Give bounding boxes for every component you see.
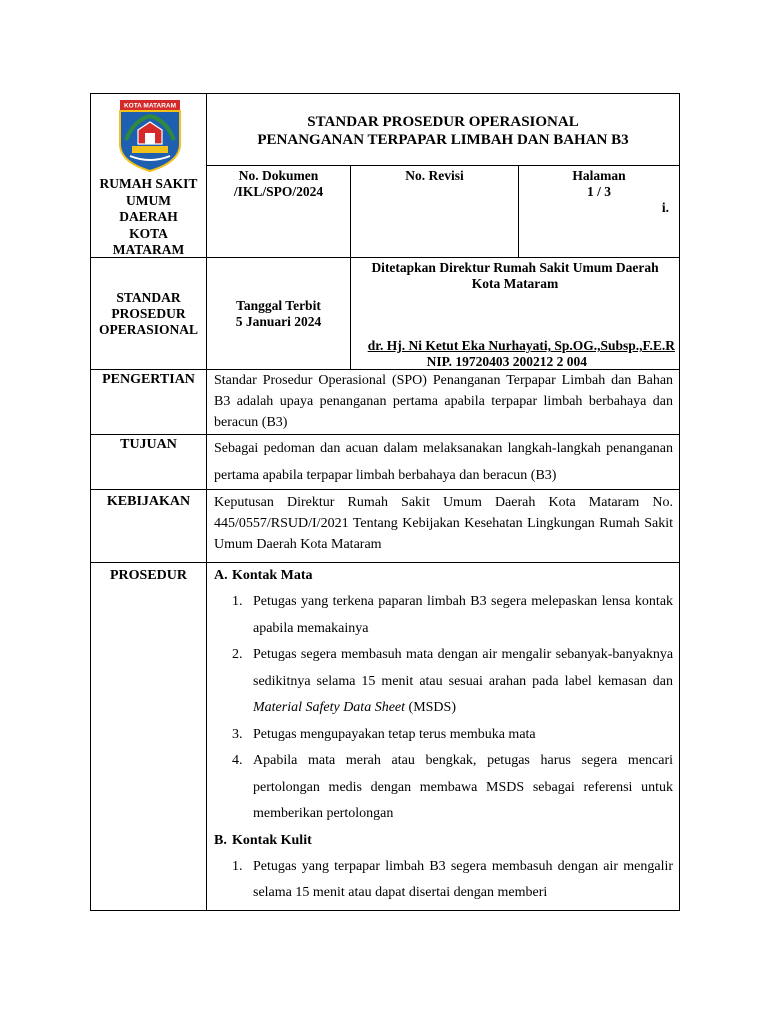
authority-line-2: Kota Mataram [471, 276, 559, 291]
section-a-letter: A. [214, 568, 228, 583]
step-text: Petugas segera membasuh mata dengan air mengalir sebanyak-banyaknya sedikitnya selama 15 menit atau sesuai arahan pada label kemasan dan [253, 647, 674, 689]
step-text: Petugas yang terpapar limbah B3 segera membasuh dengan air mengalir selama 15 menit atau dapat disertai dengan memberi [253, 858, 674, 900]
revision-cell [351, 166, 519, 258]
hospital-name-line: DAERAH [119, 209, 178, 224]
step-text-italic: Material Safety Data Sheet [253, 700, 406, 715]
logo-text: KOTA MATARAM [123, 102, 177, 110]
issue-date-label: Tanggal Terbit [236, 297, 321, 313]
spo-document [90, 93, 679, 911]
section-b-letter: B. [214, 832, 227, 848]
kota-mataram-emblem-icon [114, 100, 186, 172]
tujuan-text: Sebagai pedoman dan acuan dalam melaksanakan langkah-langkah penanganan pertama apabila terpapar limbah berbahaya dan beracun (B3) [207, 435, 680, 490]
title-line-2: PENANGANAN TERPAPAR LIMBAH DAN BAHAN B3 [257, 131, 629, 148]
hospital-name-line: MATARAM [112, 242, 185, 257]
step-text: Petugas mengupayakan tetap terus membuka mata [253, 726, 536, 742]
list-item [207, 854, 679, 907]
hospital-name [91, 176, 206, 259]
page-value: 1 / 3 [587, 184, 612, 199]
document-number-cell [207, 166, 351, 258]
list-item [207, 642, 679, 722]
step-number: 3. [232, 726, 243, 742]
step-text: Petugas yang terkena paparan limbah B3 segera melepaskan lensa kontak apabila memakainya [253, 594, 674, 636]
section-b-title: Kontak Kulit [232, 832, 312, 848]
revision-label: No. Revisi [405, 168, 464, 183]
list-item [207, 722, 679, 749]
hospital-name-line: KOTA [129, 225, 168, 241]
document-number-label: No. Dokumen [238, 168, 319, 183]
section-b-heading [207, 828, 679, 854]
step-number: 1. [232, 858, 243, 874]
kebijakan-label: KEBIJAKAN [91, 490, 207, 563]
title-line-1: STANDAR PROSEDUR OPERASIONAL [307, 113, 579, 130]
section-a-heading [207, 563, 679, 589]
spo-label-line: STANDAR [116, 289, 181, 305]
list-item [207, 589, 679, 642]
page-mark: i. [661, 200, 670, 215]
hospital-name-line: UMUM [126, 192, 171, 208]
pengertian-text: Standar Prosedur Operasional (SPO) Penanganan Terpapar Limbah dan Bahan B3 adalah upaya penanganan pertama apabila terpapar limbah berbahaya dan beracun (B3) [207, 370, 680, 435]
section-a-steps [207, 589, 679, 828]
step-number: 1. [232, 594, 243, 609]
page-cell [519, 166, 680, 258]
signatory-name: dr. Hj. Ni Ketut Eka Nurhayati, Sp.OG.,Subsp.,F.E.R [367, 338, 676, 353]
issue-date-value: 5 Januari 2024 [235, 313, 322, 329]
step-number: 2. [232, 647, 243, 662]
document-number-value: /IKL/SPO/2024 [233, 184, 324, 199]
hospital-name-line: RUMAH SAKIT [99, 176, 198, 191]
list-item [207, 748, 679, 828]
prosedur-content [207, 563, 680, 911]
section-b-steps [207, 854, 679, 907]
spo-table [90, 93, 680, 911]
spo-label-line: PROSEDUR [111, 305, 186, 321]
section-a-title: Kontak Mata [232, 568, 313, 583]
signatory-nip: NIP. 19720403 200212 2 004 [426, 354, 588, 369]
spo-label-cell [91, 258, 207, 370]
kebijakan-text: Keputusan Direktur Rumah Sakit Umum Daerah Kota Mataram No. 445/0557/RSUD/I/2021 Tentang Kebijakan Kesehatan Lingkungan Rumah Sakit Umum Daerah Kota Mataram [207, 490, 680, 563]
tujuan-label: TUJUAN [91, 435, 207, 490]
page-label: Halaman [572, 168, 626, 183]
step-text: Apabila mata merah atau bengkak, petugas harus segera mencari pertolongan medis dengan membawa MSDS sebagai referensi untuk memberikan pertolongan [253, 753, 674, 821]
step-number: 4. [232, 753, 243, 768]
spo-label-line: OPERASIONAL [98, 321, 198, 337]
step-text-tail: (MSDS) [408, 700, 456, 715]
pengertian-label: PENGERTIAN [91, 370, 207, 435]
issue-date-cell [207, 258, 351, 370]
hospital-identity-cell [91, 94, 207, 258]
authority-cell [351, 258, 680, 370]
prosedur-label: PROSEDUR [91, 563, 207, 911]
authority-line-1: Ditetapkan Direktur Rumah Sakit Umum Daerah [371, 260, 659, 275]
document-title [207, 94, 680, 166]
